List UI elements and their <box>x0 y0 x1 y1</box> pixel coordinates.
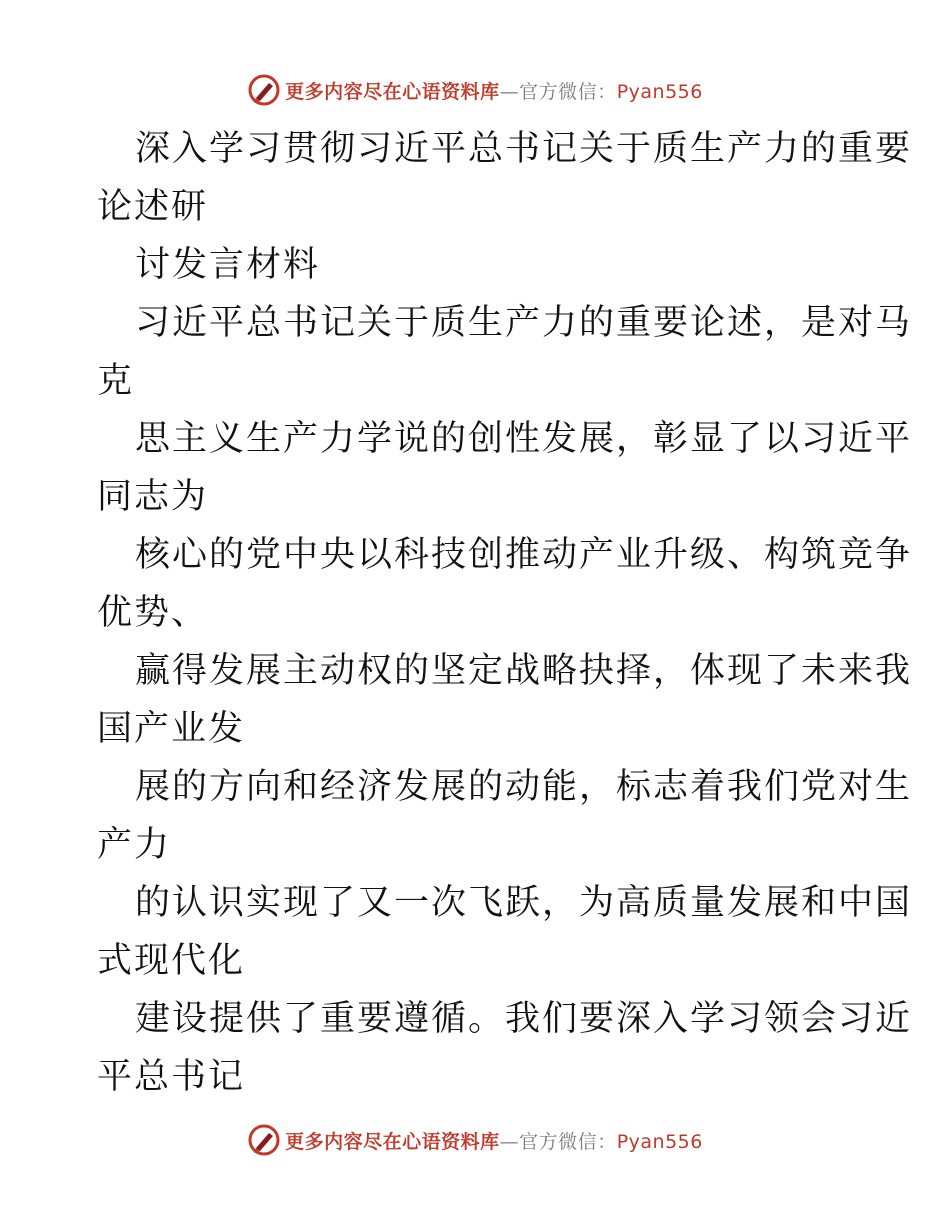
text-line: 建设提供了重要遵循。我们要深入学习领会习近 <box>135 999 913 1039</box>
text-line: 思主义生产力学说的创性发展，彰显了以习近平 <box>135 419 913 459</box>
site-name: 更多内容尽在心语资料库 <box>285 80 500 103</box>
text-line: 产力 <box>97 825 172 865</box>
footer-banner <box>0 1118 950 1162</box>
banner-dash: — <box>499 80 520 103</box>
text-line: 论述研 <box>97 187 209 227</box>
footer-banner-text <box>285 1127 703 1154</box>
text-line: 讨发言材料 <box>135 245 321 285</box>
wechat-label: 官方微信： <box>519 1130 617 1153</box>
text-line: 深入学习贯彻习近平总书记关于质生产力的重要 <box>135 129 913 169</box>
text-line: 国产业发 <box>97 709 246 749</box>
text-line: 同志为 <box>97 477 209 517</box>
document-body <box>97 120 913 1106</box>
text-line: 习近平总书记关于质生产力的重要论述，是对马 <box>135 303 913 343</box>
site-name: 更多内容尽在心语资料库 <box>285 1130 500 1153</box>
pen-logo-icon <box>247 73 281 107</box>
banner-dash: — <box>499 1130 520 1153</box>
text-line: 平总书记 <box>97 1057 246 1097</box>
pen-logo-icon <box>247 1123 281 1157</box>
wechat-id: Pyan556 <box>616 1130 703 1153</box>
text-line: 克 <box>97 361 135 401</box>
text-line: 式现代化 <box>97 941 246 981</box>
wechat-id: Pyan556 <box>616 80 703 103</box>
text-line: 优势、 <box>97 593 209 633</box>
text-line: 核心的党中央以科技创推动产业升级、构筑竞争 <box>135 535 913 575</box>
wechat-label: 官方微信： <box>519 80 617 103</box>
header-banner <box>0 68 950 112</box>
header-banner-text <box>285 77 703 104</box>
text-line: 的认识实现了又一次飞跃，为高质量发展和中国 <box>135 883 913 923</box>
text-line: 展的方向和经济发展的动能，标志着我们党对生 <box>135 767 913 807</box>
text-line: 赢得发展主动权的坚定战略抉择，体现了未来我 <box>135 651 913 691</box>
